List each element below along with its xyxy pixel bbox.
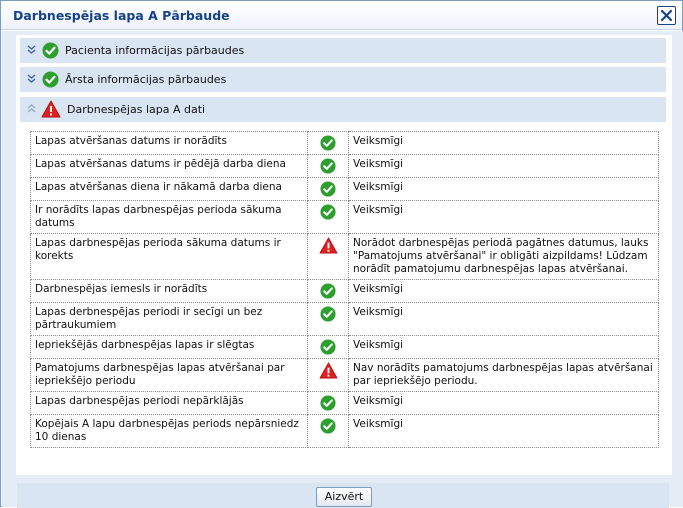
status-cell bbox=[308, 234, 349, 280]
result-cell: Veiksmīgi bbox=[349, 178, 659, 201]
check-name-cell: Iepriekšējās darbnespējas lapas ir slēgtas bbox=[31, 336, 308, 359]
warning-icon bbox=[319, 237, 338, 254]
result-cell: Veiksmīgi bbox=[349, 132, 659, 155]
status-cell bbox=[308, 178, 349, 201]
check-circle-icon bbox=[42, 42, 59, 59]
section-label: Darbnespējas lapa A dati bbox=[67, 103, 206, 116]
table-row bbox=[31, 155, 659, 178]
table-row bbox=[31, 132, 659, 155]
check-name-cell: Darbnespējas iemesls ir norādīts bbox=[31, 280, 308, 303]
result-cell: Veiksmīgi bbox=[349, 280, 659, 303]
chevron-double-up-icon bbox=[27, 104, 36, 113]
check-circle-icon bbox=[320, 181, 336, 197]
check-name-cell: Lapas darbnespējas periodi nepārklājās bbox=[31, 392, 308, 415]
check-name-cell: Lapas darbnespējas perioda sākuma datums ir korekts bbox=[31, 234, 308, 280]
result-cell: Norādot darbnespējas periodā pagātnes datumus, lauks "Pamatojums atvēršanai" ir obligāti aizpildams! Lūdzam norādīt pamatojumu darbnespējas lapas atvēršanai. bbox=[349, 234, 659, 280]
result-cell: Veiksmīgi bbox=[349, 155, 659, 178]
chevron-double-down-icon bbox=[27, 45, 36, 54]
check-circle-icon bbox=[320, 204, 336, 220]
check-name-cell: Lapas derbnespējas periodi ir secīgi un bez pārtraukumiem bbox=[31, 303, 308, 336]
warning-icon bbox=[41, 100, 61, 118]
check-name-cell: Kopējais A lapu darbnespējas periods nepārsniedz 10 dienas bbox=[31, 415, 308, 448]
table-row bbox=[31, 336, 659, 359]
check-circle-icon bbox=[320, 283, 336, 299]
check-circle-icon bbox=[320, 395, 336, 411]
status-cell bbox=[308, 155, 349, 178]
check-name-cell: Lapas atvēršanas diena ir nākamā darba diena bbox=[31, 178, 308, 201]
table-row bbox=[31, 359, 659, 392]
result-cell: Veiksmīgi bbox=[349, 303, 659, 336]
table-row bbox=[31, 415, 659, 448]
status-cell bbox=[308, 392, 349, 415]
close-dialog-button[interactable]: Aizvērt bbox=[316, 487, 372, 507]
result-cell: Veiksmīgi bbox=[349, 336, 659, 359]
title-bar bbox=[1, 1, 682, 30]
status-cell bbox=[308, 359, 349, 392]
table-row bbox=[31, 280, 659, 303]
check-name-cell: Lapas atvēršanas datums ir pēdējā darba diena bbox=[31, 155, 308, 178]
window-title: Darbnespējas lapa A Pārbaude bbox=[13, 8, 230, 23]
checks-table-body bbox=[31, 132, 659, 448]
section-header-sick-leave[interactable] bbox=[20, 97, 666, 122]
checks-table bbox=[30, 131, 659, 448]
result-cell: Veiksmīgi bbox=[349, 392, 659, 415]
status-cell bbox=[308, 303, 349, 336]
chevron-double-down-icon bbox=[27, 74, 36, 83]
check-circle-icon bbox=[320, 418, 336, 434]
table-row bbox=[31, 303, 659, 336]
status-cell bbox=[308, 132, 349, 155]
section-header-doctor[interactable] bbox=[20, 67, 666, 92]
result-cell: Veiksmīgi bbox=[349, 201, 659, 234]
check-circle-icon bbox=[320, 339, 336, 355]
check-name-cell: Lapas atvēršanas datums ir norādīts bbox=[31, 132, 308, 155]
section-label: Ārsta informācijas pārbaudes bbox=[65, 73, 227, 86]
result-cell: Nav norādīts pamatojums darbnespējas lapas atvēršanai par iepriekšējo periodu. bbox=[349, 359, 659, 392]
table-row bbox=[31, 234, 659, 280]
status-cell bbox=[308, 201, 349, 234]
table-row bbox=[31, 178, 659, 201]
result-cell: Veiksmīgi bbox=[349, 415, 659, 448]
section-label: Pacienta informācijas pārbaudes bbox=[65, 44, 245, 57]
check-name-cell: Ir norādīts lapas darbnespējas perioda sākuma datums bbox=[31, 201, 308, 234]
close-button[interactable] bbox=[657, 6, 676, 25]
table-row bbox=[31, 392, 659, 415]
status-cell bbox=[308, 280, 349, 303]
status-cell bbox=[308, 336, 349, 359]
section-header-patient[interactable] bbox=[20, 38, 666, 63]
check-circle-icon bbox=[320, 306, 336, 322]
check-circle-icon bbox=[320, 158, 336, 174]
table-row bbox=[31, 201, 659, 234]
warning-icon bbox=[319, 362, 338, 379]
close-icon bbox=[660, 9, 673, 22]
status-cell bbox=[308, 415, 349, 448]
check-circle-icon bbox=[42, 71, 59, 88]
check-circle-icon bbox=[320, 135, 336, 151]
check-name-cell: Pamatojums darbnespējas lapas atvēršanai par iepriekšējo periodu bbox=[31, 359, 308, 392]
